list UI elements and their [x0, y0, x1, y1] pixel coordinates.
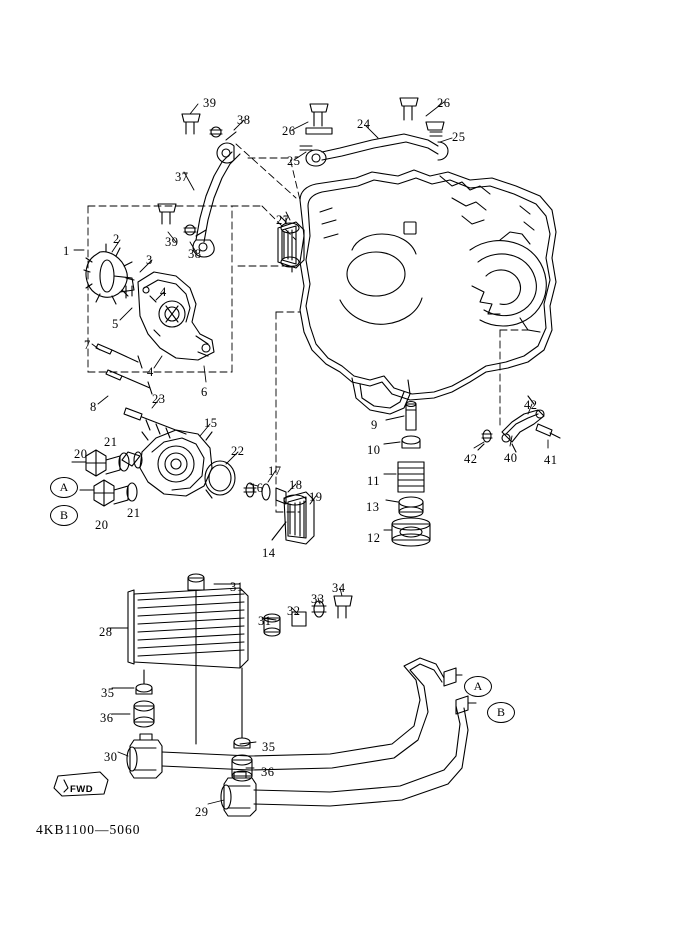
part-number-20: 20: [74, 447, 88, 461]
part-number-23: 23: [152, 392, 166, 406]
part-number-24: 24: [357, 117, 371, 131]
part-number-2: 2: [113, 232, 120, 246]
part-number-1: 1: [63, 244, 70, 258]
part-number-34: 34: [332, 581, 346, 595]
part-number-38: 38: [237, 113, 251, 127]
part-number-35: 35: [262, 740, 276, 754]
part-number-30: 30: [104, 750, 118, 764]
part-number-25: 25: [452, 130, 466, 144]
part-number-9: 9: [371, 418, 378, 432]
part-number-35: 35: [101, 686, 115, 700]
part-number-19: 19: [309, 490, 323, 504]
part-number-17: 17: [268, 464, 282, 478]
part-number-40: 40: [504, 451, 518, 465]
part-number-8: 8: [90, 400, 97, 414]
part-number-31: 31: [258, 614, 272, 628]
part-number-28: 28: [99, 625, 113, 639]
part-number-22: 22: [231, 444, 245, 458]
fwd-label: FWD: [70, 784, 94, 795]
part-number-6: 6: [201, 385, 208, 399]
part-number-39: 39: [203, 96, 217, 110]
part-number-33: 33: [311, 592, 325, 606]
part-number-16: 16: [250, 481, 264, 495]
part-number-36: 36: [100, 711, 114, 725]
part-code-label: 4KB1100—5060: [36, 822, 141, 837]
part-number-25: 25: [287, 154, 301, 168]
part-number-7: 7: [84, 338, 91, 352]
part-number-14: 14: [262, 546, 276, 560]
part-number-11: 11: [367, 474, 381, 488]
part-number-36: 36: [261, 765, 275, 779]
part-number-18: 18: [289, 478, 303, 492]
part-number-20: 20: [95, 518, 109, 532]
part-number-42: 42: [524, 398, 538, 412]
relief-valve-9-13: [384, 402, 430, 547]
part-number-15: 15: [204, 416, 218, 430]
callout-b: B: [487, 702, 515, 723]
part-number-4: 4: [160, 285, 167, 299]
part-number-42: 42: [464, 452, 478, 466]
part-number-41: 41: [544, 453, 558, 467]
part-number-29: 29: [195, 805, 209, 819]
part-number-26: 26: [282, 124, 296, 138]
part-number-31: 31: [230, 580, 244, 594]
part-number-5: 5: [112, 317, 119, 331]
oil-pump-assembly: [84, 244, 214, 438]
part-number-4: 4: [147, 365, 154, 379]
callout-a: A: [464, 676, 492, 697]
part-number-12: 12: [367, 531, 381, 545]
part-number-13: 13: [366, 500, 380, 514]
part-number-39: 39: [165, 235, 179, 249]
part-number-37: 37: [175, 170, 189, 184]
filter-housing-assembly: [122, 430, 314, 544]
part-number-32: 32: [287, 604, 301, 618]
oil-delivery-pipe-24: [300, 98, 448, 166]
part-number-26: 26: [437, 96, 451, 110]
part-number-3: 3: [146, 253, 153, 267]
oil-hoses: [127, 658, 476, 816]
part-number-38: 38: [188, 247, 202, 261]
callout-b: B: [50, 505, 78, 526]
part-number-27: 27: [276, 213, 290, 227]
part-number-10: 10: [367, 443, 381, 457]
part-number-21: 21: [127, 506, 141, 520]
crankcase-body: [300, 170, 556, 414]
part-number-21: 21: [104, 435, 118, 449]
callout-a: A: [50, 477, 78, 498]
